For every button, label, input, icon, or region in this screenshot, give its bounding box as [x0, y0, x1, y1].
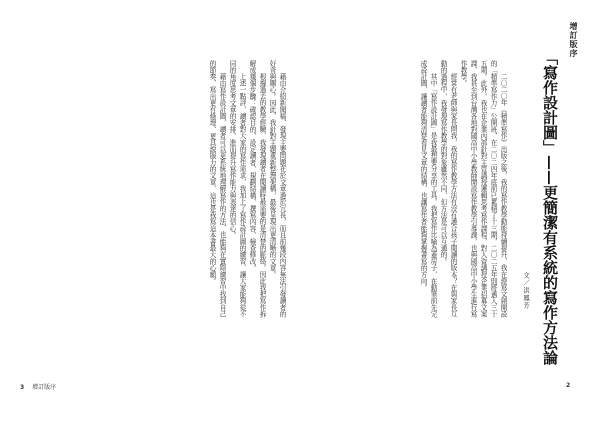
page-number-left: 3: [20, 384, 25, 391]
paragraph: 根據過去的教學經驗，我發現讀者在閱讀時最需要的是清楚的脈絡。因此我把寫作拆解成幾個步驟：確認目的、設定讀者、規劃結構、撰寫內容、檢查修改。: [248, 60, 266, 318]
paragraph: 上述一點評，讀者對大家的寫作需求，我加上了寫作設計圖的練習，讓大家能夠從不同的角度思考文章的安排，進而提升寫作能力與表達的信心。: [228, 60, 246, 318]
right-page: [300, 0, 600, 424]
paragraph: 藉由寫作設計圖，讀者可以更系統地理解寫作的方法，也能夠在實際練習中找到自己的節奏，寫出更有條理、更具說服力的文章，這也是我寫這本書最大的心願。: [208, 60, 226, 318]
paragraph: 其中「寫作設計圖」是我最想要分享的工具。我把寫作比喻為蓋房子，在動筆前先完成設計圖，讓讀者能夠清楚看見文章的結構，也讓寫作者能夠掌握書寫的方向。: [419, 60, 437, 318]
paragraph: 經常有老師與家長問我，我的寫作教學方法有沒有適合孩子閱讀的版本？在與家長互動的過程中，我發現寫作教學的對象雖然不同，但方法是可以互通的。: [439, 60, 457, 318]
left-body-text: [166, 60, 287, 322]
paragraph: 二〇二〇年《精準寫作》出版之後，我的寫作教學動能持續提升，我在證寫文創開設的「精準寫作力」公開班，在二〇二四年底前已累積了十三期，二〇二五年則將邁入三十五期。此外，我也在企業內部針對主管講授邏輯思考寫作課程，對人資講授企業招募文案課，我甚至到台灣各地對國高中小學教師開設寫作教學引導課，也與國高中小學生進行寫作教學。: [459, 60, 507, 318]
chapter-title: 「寫作設計圖」——更簡潔有系統的寫作方法論: [541, 50, 559, 365]
right-body-text: [312, 60, 508, 322]
section-label: 增訂版序: [569, 22, 578, 58]
running-head-left: 增訂版序: [32, 384, 57, 391]
page-number-right: 2: [566, 382, 571, 389]
left-footer: [20, 382, 56, 391]
author-byline: 文／洪鳳芳: [522, 272, 530, 310]
paragraph: 藉由介紹新聞稿、發現主要問題在於文章過於冗長，而且前幾段內容無法引發讀者的好奇與關心。因此，我針對主題重新整理架構，最後呈現出更清晰的文章。: [268, 60, 286, 318]
